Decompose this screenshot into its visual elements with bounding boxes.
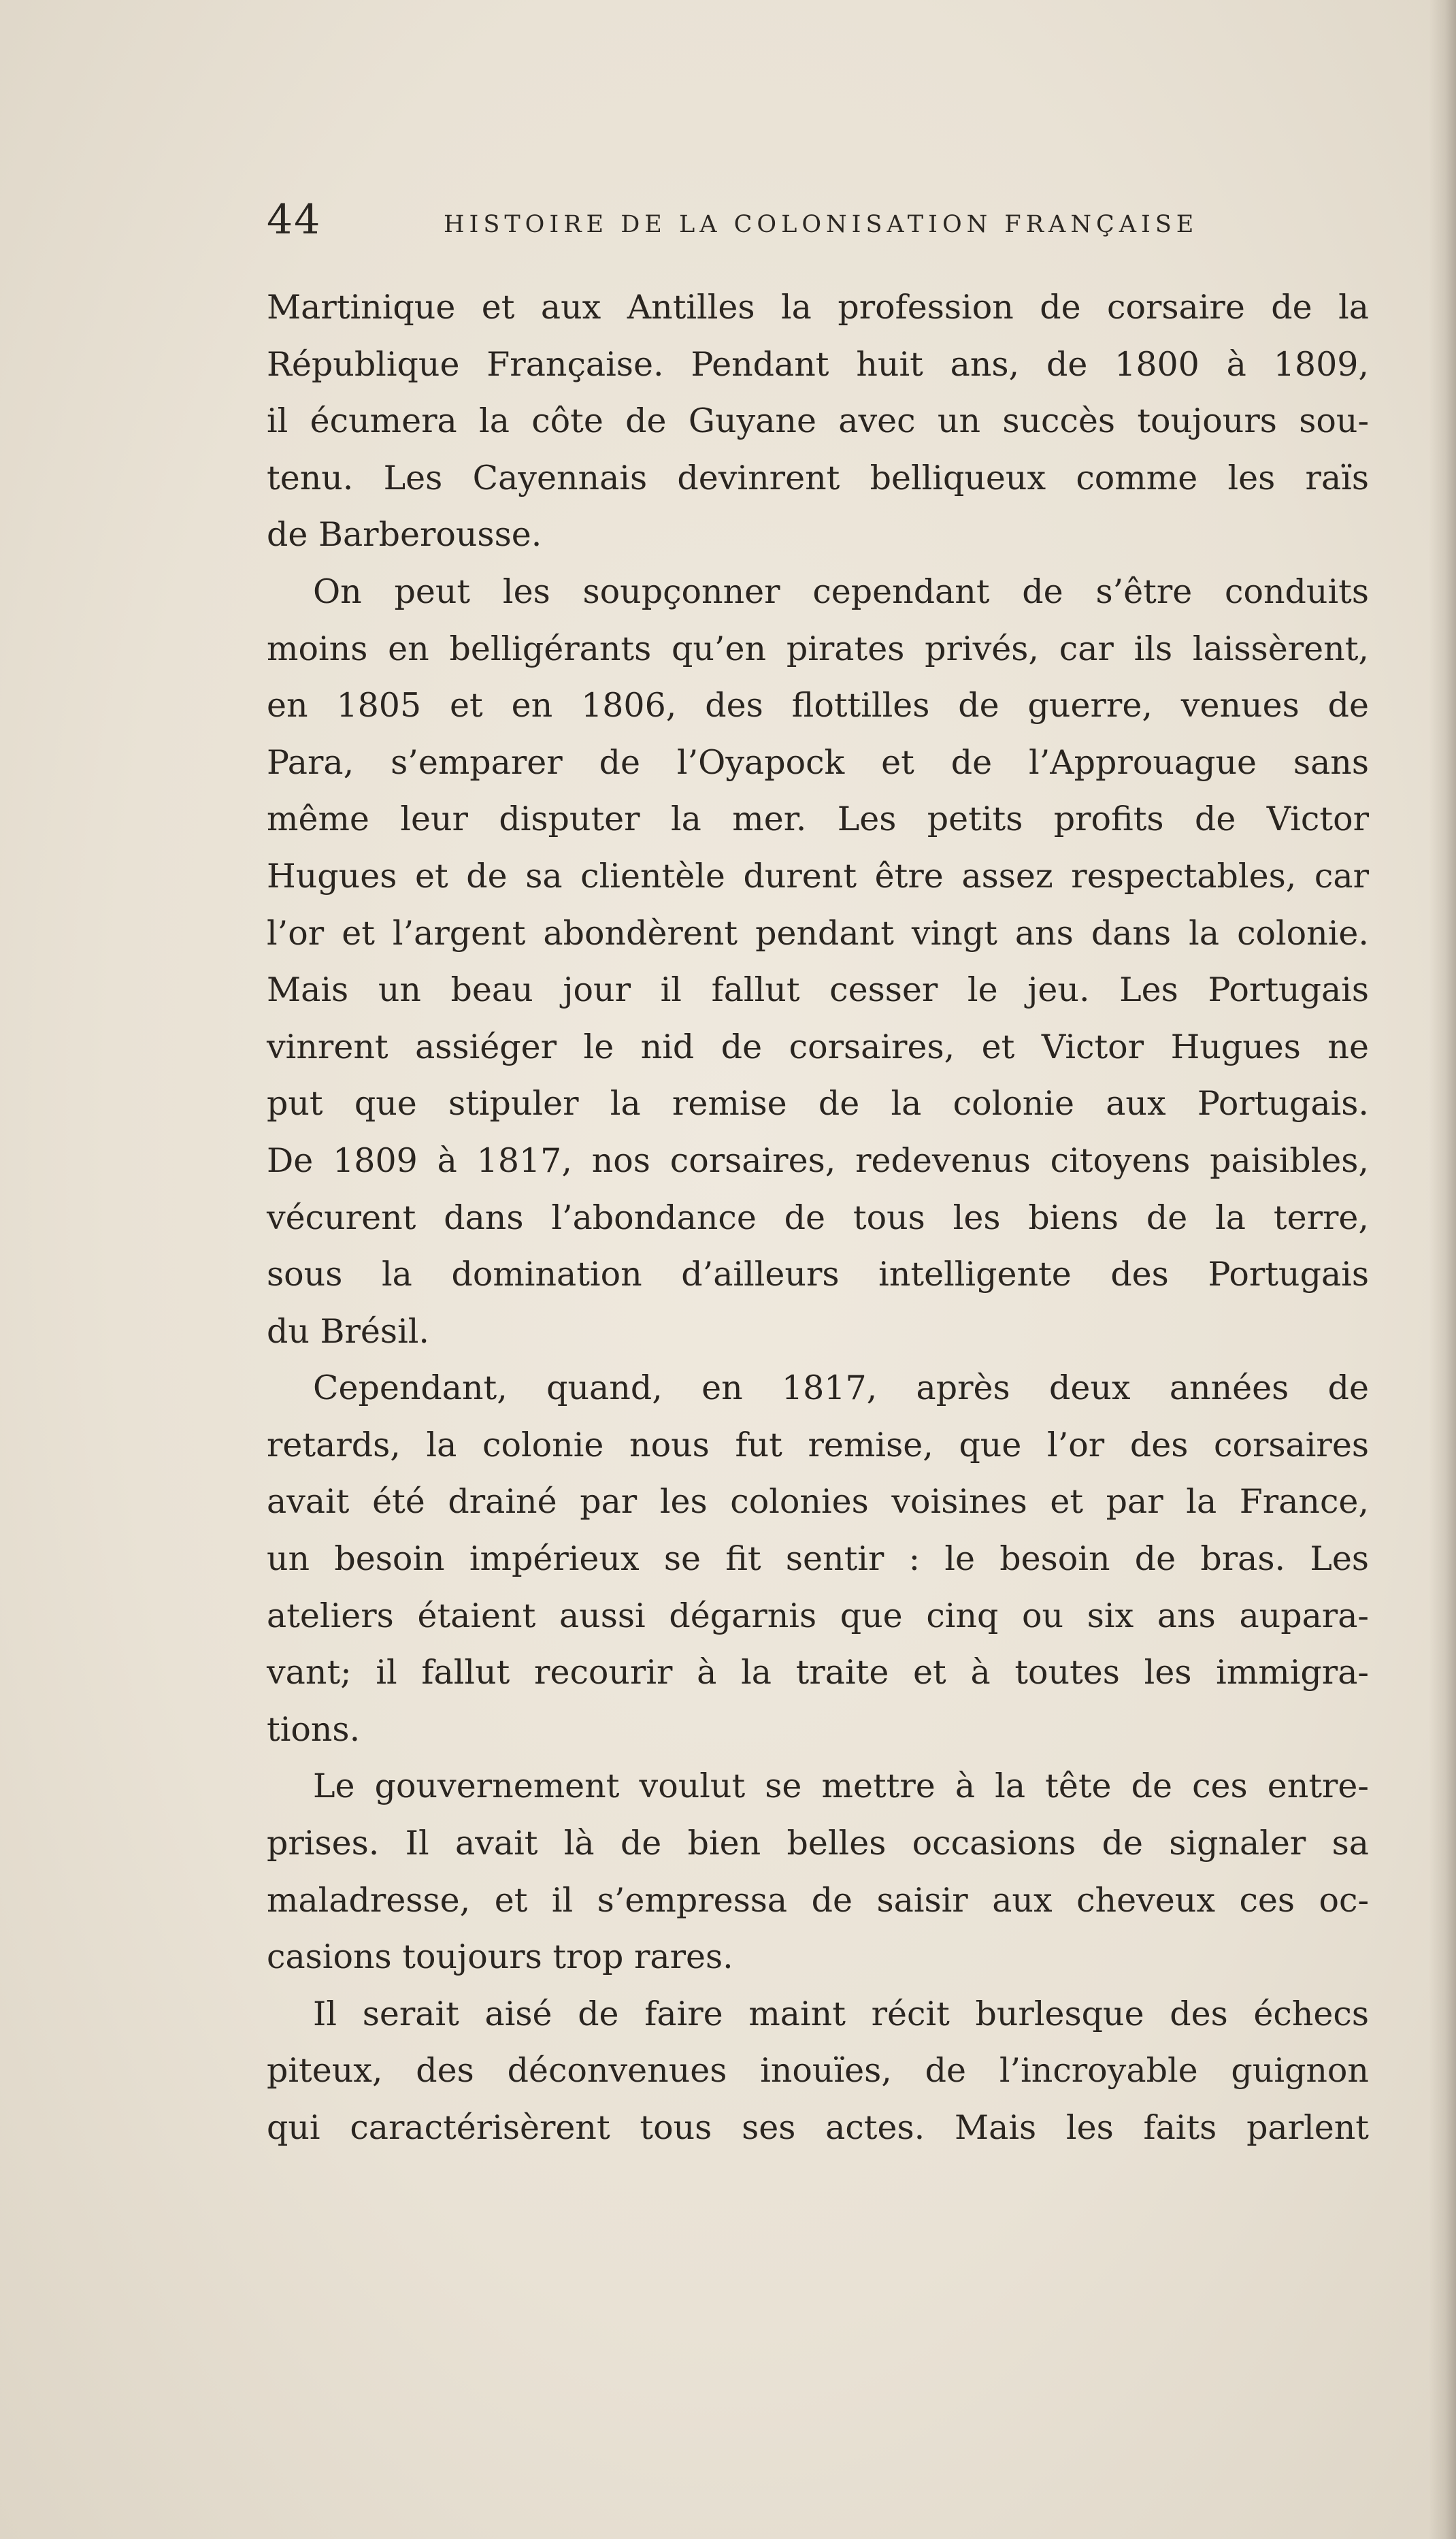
text-line: De 1809 à 1817, nos corsaires, redevenus citoyens paisibles, (267, 1141, 1369, 1180)
text-line: Para, s’emparer de l’Oyapock et de l’Approuague sans (267, 742, 1369, 782)
text-line: Il serait aisé de faire maint récit burlesque des échecs (313, 1994, 1369, 2033)
text-line: vécurent dans l’abondance de tous les biens de la terre, (267, 1198, 1369, 1237)
page-edge-shadow (1429, 0, 1456, 2539)
body-text (267, 279, 1369, 2157)
text-line: put que stipuler la remise de la colonie aux Portugais. (267, 1084, 1369, 1124)
text-line: Cependant, quand, en 1817, après deux années de (313, 1369, 1369, 1408)
text-line: même leur disputer la mer. Les petits profits de Victor (267, 800, 1369, 839)
text-line: avait été drainé par les colonies voisines et par la France, (267, 1482, 1369, 1522)
text-line: tenu. Les Cayennais devinrent belliqueux comme les raïs (267, 458, 1369, 497)
text-line: piteux, des déconvenues inouïes, de l’incroyable guignon (267, 2051, 1369, 2091)
page-header (267, 196, 1199, 257)
text-line: qui caractérisèrent tous ses actes. Mais les faits parlent (267, 2108, 1369, 2147)
text-line: de Barberousse. (267, 515, 542, 555)
text-line: ateliers étaient aussi dégarnis que cinq ou six ans aupara- (267, 1596, 1369, 1635)
text-line: retards, la colonie nous fut remise, que l’or des corsaires (267, 1425, 1369, 1464)
text-line: l’or et l’argent abondèrent pendant vingt ans dans la colonie. (267, 913, 1369, 953)
text-line: prises. Il avait là de bien belles occasions de signaler sa (267, 1824, 1369, 1863)
text-line: vinrent assiéger le nid de corsaires, et Victor Hugues ne (267, 1027, 1369, 1066)
text-line: en 1805 et en 1806, des flottilles de guerre, venues de (267, 686, 1369, 725)
text-line: vant; il fallut recourir à la traite et à toutes les immigra- (267, 1653, 1369, 1692)
text-line: casions toujours trop rares. (267, 1937, 733, 1977)
text-line: un besoin impérieux se fit sentir : le besoin de bras. Les (267, 1539, 1369, 1579)
text-line: moins en belligérants qu’en pirates privés, car ils laissèrent, (267, 629, 1369, 668)
text-line: sous la domination d’ailleurs intelligente des Portugais (267, 1255, 1369, 1294)
text-line: On peut les soupçonner cependant de s’être conduits (313, 572, 1369, 611)
text-line: tions. (267, 1709, 361, 1749)
text-line: du Brésil. (267, 1311, 429, 1351)
text-line: Hugues et de sa clientèle durent être assez respectables, car (267, 856, 1369, 896)
text-line: République Française. Pendant huit ans, de 1800 à 1809, (267, 344, 1369, 384)
page-number: 44 (267, 196, 322, 244)
running-title: HISTOIRE DE LA COLONISATION FRANÇAISE (444, 211, 1199, 238)
text-line: Martinique et aux Antilles la profession de corsaire de la (267, 288, 1369, 327)
text-line: Mais un beau jour il fallut cesser le jeu. Les Portugais (267, 970, 1369, 1010)
text-line: maladresse, et il s’empressa de saisir aux cheveux ces oc- (267, 1880, 1369, 1920)
text-line: il écumera la côte de Guyane avec un succès toujours sou- (267, 402, 1369, 441)
text-line: Le gouvernement voulut se mettre à la tête de ces entre- (313, 1767, 1369, 1806)
